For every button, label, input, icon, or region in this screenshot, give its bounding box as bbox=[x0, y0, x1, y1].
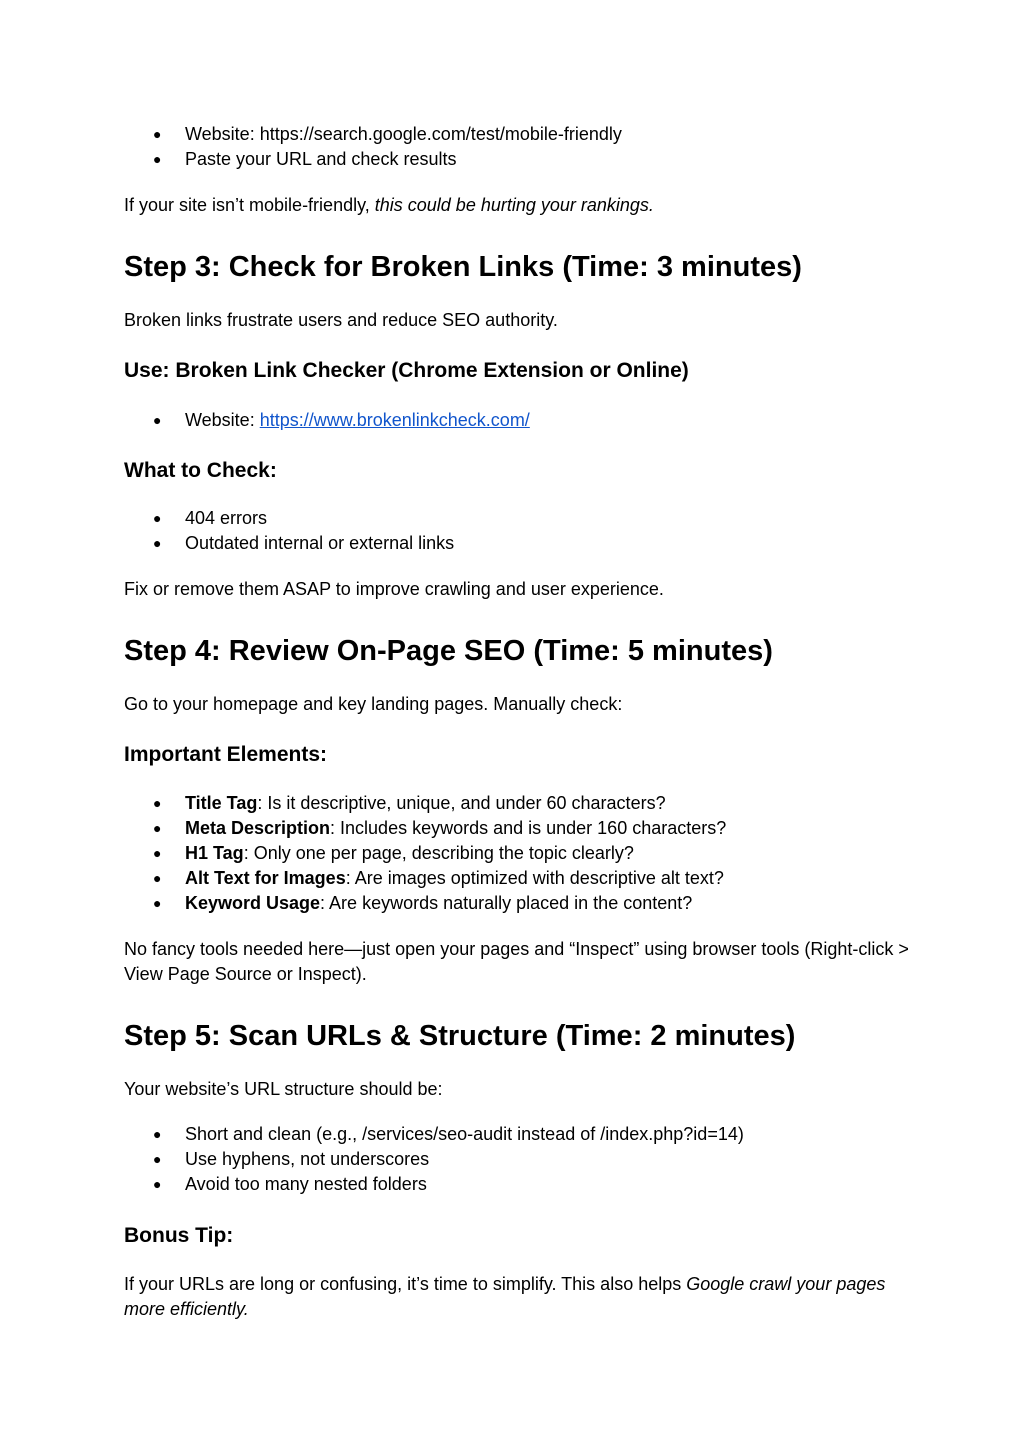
list-item: ● Website: https://search.google.com/test/mobile-friendly bbox=[124, 122, 924, 147]
step3-fix-note: Fix or remove them ASAP to improve crawling and user experience. bbox=[124, 579, 664, 599]
list-item: ● Short and clean (e.g., /services/seo-audit instead of /index.php?id=14) bbox=[124, 1122, 924, 1147]
step3-intro: Broken links frustrate users and reduce SEO authority. bbox=[124, 310, 558, 330]
list-item: ● 404 errors bbox=[124, 506, 924, 531]
list-item: ● Alt Text for Images: Are images optimized with descriptive alt text? bbox=[124, 866, 924, 891]
bonus-tip-emphasis: Google crawl your pages more efficiently. bbox=[124, 1274, 886, 1319]
step4-note: No fancy tools needed here—just open your pages and “Inspect” using browser tools (Right-click > View Page Source or Inspect). bbox=[124, 939, 909, 984]
bullet: ● bbox=[153, 820, 162, 836]
bullet: ● bbox=[153, 895, 162, 911]
step5-heading: Step 5: Scan URLs & Structure (Time: 2 minutes) bbox=[124, 1020, 796, 1052]
bonus-tip-heading: Bonus Tip: bbox=[124, 1224, 234, 1247]
list-item: ● Outdated internal or external links bbox=[124, 531, 924, 556]
mobile-note-emphasis: this could be hurting your rankings. bbox=[374, 195, 654, 215]
bullet: ● bbox=[153, 151, 162, 167]
step4-elements-list bbox=[124, 791, 924, 916]
list-item: ● H1 Tag: Only one per page, describing the topic clearly? bbox=[124, 841, 924, 866]
bullet: ● bbox=[153, 1176, 162, 1192]
list-item: ● Keyword Usage: Are keywords naturally placed in the content? bbox=[124, 891, 924, 916]
bullet: ● bbox=[153, 412, 162, 428]
step5-intro: Your website’s URL structure should be: bbox=[124, 1079, 443, 1099]
bullet: ● bbox=[153, 845, 162, 861]
bullet: ● bbox=[153, 1151, 162, 1167]
bonus-tip-text: If your URLs are long or confusing, it’s time to simplify. This also helps Google crawl your pages more efficiently. bbox=[124, 1274, 886, 1319]
list-item: ● Avoid too many nested folders bbox=[124, 1172, 924, 1197]
bullet: ● bbox=[153, 1126, 162, 1142]
step4-intro: Go to your homepage and key landing pages. Manually check: bbox=[124, 694, 623, 714]
step5-list bbox=[124, 1122, 924, 1197]
list-item: ● Meta Description: Includes keywords and is under 160 characters? bbox=[124, 816, 924, 841]
step3-use-heading: Use: Broken Link Checker (Chrome Extension or Online) bbox=[124, 359, 689, 382]
step3-heading: Step 3: Check for Broken Links (Time: 3 minutes) bbox=[124, 251, 802, 283]
list-item: ● Use hyphens, not underscores bbox=[124, 1147, 924, 1172]
step3-check-heading: What to Check: bbox=[124, 459, 277, 482]
list-item: ● Title Tag: Is it descriptive, unique, and under 60 characters? bbox=[124, 791, 924, 816]
bullet: ● bbox=[153, 126, 162, 142]
step3-website-list bbox=[124, 408, 924, 433]
step3-check-list bbox=[124, 506, 924, 556]
list-item: ● Website: https://www.brokenlinkcheck.com/ bbox=[124, 408, 924, 433]
bullet: ● bbox=[153, 795, 162, 811]
brokenlinkcheck-link[interactable]: https://www.brokenlinkcheck.com/ bbox=[259, 410, 530, 430]
bullet: ● bbox=[153, 510, 162, 526]
bullet: ● bbox=[153, 535, 162, 551]
mobile-test-list bbox=[124, 122, 924, 172]
bullet: ● bbox=[153, 870, 162, 886]
step4-elements-heading: Important Elements: bbox=[124, 743, 328, 766]
list-item: ● Paste your URL and check results bbox=[124, 147, 924, 172]
step4-heading: Step 4: Review On-Page SEO (Time: 5 minutes) bbox=[124, 635, 773, 667]
mobile-note: If your site isn’t mobile-friendly, this could be hurting your rankings. bbox=[124, 195, 654, 215]
